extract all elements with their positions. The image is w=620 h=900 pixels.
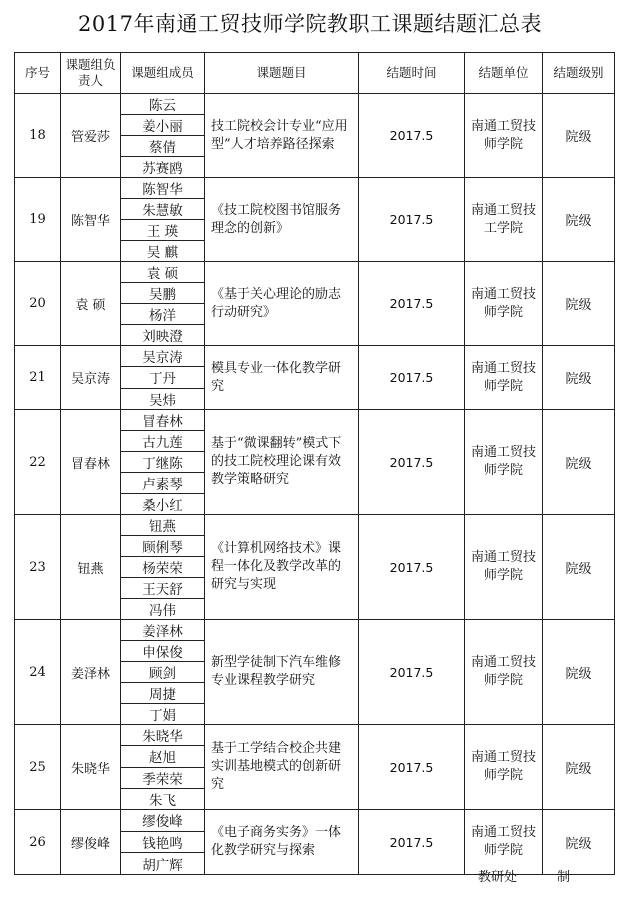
cell-topic: 基于“微课翻转”模式下的技工院校理论课有效教学策略研究 — [205, 410, 359, 515]
member-list — [121, 725, 204, 809]
member-name: 季荣荣 — [121, 768, 204, 789]
cell-leader: 朱晓华 — [61, 725, 121, 810]
cell-members — [121, 262, 205, 346]
cell-seq: 19 — [15, 178, 61, 262]
member-name: 王 瑛 — [121, 220, 204, 241]
member-name: 顾俐琴 — [121, 536, 204, 557]
cell-seq: 24 — [15, 620, 61, 725]
header-leader: 课题组负责人 — [61, 53, 121, 94]
cell-unit: 南通工贸技师学院 — [465, 94, 543, 178]
header-seq: 序号 — [15, 53, 61, 94]
cell-date: 2017.5 — [359, 515, 465, 620]
cell-topic: 新型学徒制下汽车维修专业课程教学研究 — [205, 620, 359, 725]
cell-members — [121, 94, 205, 178]
cell-seq: 23 — [15, 515, 61, 620]
member-name: 吴鹏 — [121, 283, 204, 304]
member-name: 姜小丽 — [121, 115, 204, 136]
cell-level: 院级 — [543, 725, 615, 810]
cell-topic: 技工院校会计专业“应用型”人才培养路径探索 — [205, 94, 359, 178]
table-row — [15, 725, 615, 810]
cell-unit: 南通工贸技工学院 — [465, 178, 543, 262]
member-name: 朱慧敏 — [121, 199, 204, 220]
cell-level: 院级 — [543, 178, 615, 262]
cell-topic: 《电子商务实务》一体化教学研究与探索 — [205, 810, 359, 875]
table-body — [15, 94, 615, 875]
cell-date: 2017.5 — [359, 810, 465, 875]
cell-date: 2017.5 — [359, 620, 465, 725]
member-name: 朱晓华 — [121, 725, 204, 746]
cell-leader: 钮燕 — [61, 515, 121, 620]
member-name: 吴京涛 — [121, 346, 204, 367]
footer — [478, 866, 570, 885]
member-name: 刘映澄 — [142, 329, 183, 345]
cell-unit: 南通工贸技师学院 — [465, 620, 543, 725]
member-name: 陈云 — [121, 94, 204, 115]
cell-seq: 26 — [15, 810, 61, 875]
cell-level: 院级 — [543, 515, 615, 620]
member-name: 吴炜 — [149, 392, 176, 409]
cell-topic: 《基于关心理论的励志行动研究》 — [205, 262, 359, 346]
member-name: 姜泽林 — [121, 620, 204, 641]
cell-date: 2017.5 — [359, 346, 465, 410]
cell-members — [121, 725, 205, 810]
member-name: 钱艳鸣 — [121, 832, 204, 854]
cell-leader: 冒春林 — [61, 410, 121, 515]
member-name: 袁 硕 — [121, 262, 204, 283]
header-date: 结题时间 — [359, 53, 465, 94]
member-name: 胡广辉 — [142, 857, 183, 874]
cell-leader: 缪俊峰 — [61, 810, 121, 875]
member-name: 丁继陈 — [121, 452, 204, 473]
cell-topic: 《计算机网络技术》课程一体化及教学改革的研究与实现 — [205, 515, 359, 620]
cell-unit: 南通工贸技师学院 — [465, 515, 543, 620]
member-name: 朱飞 — [149, 792, 176, 809]
table-row — [15, 346, 615, 410]
member-list — [121, 262, 204, 345]
member-name: 丁娟 — [149, 708, 176, 724]
cell-date: 2017.5 — [359, 262, 465, 346]
member-list — [121, 515, 204, 619]
cell-unit: 南通工贸技师学院 — [465, 262, 543, 346]
member-name: 杨荣荣 — [121, 557, 204, 578]
cell-topic: 模具专业一体化教学研究 — [205, 346, 359, 410]
cell-level: 院级 — [543, 262, 615, 346]
summary-table — [14, 52, 615, 875]
cell-level: 院级 — [543, 346, 615, 410]
cell-seq: 18 — [15, 94, 61, 178]
page-title: 2017年南通工贸技师学院教职工课题结题汇总表 — [78, 12, 542, 36]
footer-made: 制 — [557, 870, 571, 885]
member-name: 申保俊 — [121, 641, 204, 662]
cell-date: 2017.5 — [359, 178, 465, 262]
member-name: 吴 麒 — [146, 245, 179, 261]
member-name: 陈智华 — [121, 178, 204, 199]
cell-members — [121, 515, 205, 620]
member-name: 冒春林 — [121, 410, 204, 431]
member-name: 周捷 — [121, 683, 204, 704]
member-list — [121, 410, 204, 514]
cell-unit: 南通工贸技师学院 — [465, 410, 543, 515]
member-name: 苏赛鸥 — [142, 161, 183, 177]
cell-level: 院级 — [543, 620, 615, 725]
member-name: 赵旭 — [121, 746, 204, 767]
member-name: 王天舒 — [121, 578, 204, 599]
cell-members — [121, 346, 205, 410]
cell-members — [121, 810, 205, 875]
cell-unit: 南通工贸技师学院 — [465, 346, 543, 410]
member-list — [121, 346, 204, 409]
member-name: 古九莲 — [121, 431, 204, 452]
cell-level: 院级 — [543, 94, 615, 178]
cell-level: 院级 — [543, 410, 615, 515]
member-name: 丁丹 — [121, 367, 204, 388]
member-list — [121, 178, 204, 261]
cell-topic: 《技工院校图书馆服务理念的创新》 — [205, 178, 359, 262]
cell-leader: 陈智华 — [61, 178, 121, 262]
member-name: 蔡倩 — [121, 136, 204, 157]
table-row — [15, 620, 615, 725]
header-topic: 课题题目 — [205, 53, 359, 94]
cell-seq: 21 — [15, 346, 61, 410]
member-list — [121, 620, 204, 724]
member-list — [121, 810, 204, 874]
table-row — [15, 810, 615, 875]
cell-seq: 22 — [15, 410, 61, 515]
cell-leader: 姜泽林 — [61, 620, 121, 725]
header-unit: 结题单位 — [465, 53, 543, 94]
table-row — [15, 262, 615, 346]
cell-date: 2017.5 — [359, 410, 465, 515]
cell-unit: 南通工贸技师学院 — [465, 725, 543, 810]
cell-leader: 管爱莎 — [61, 94, 121, 178]
member-name: 钮燕 — [121, 515, 204, 536]
table-row — [15, 94, 615, 178]
cell-leader: 吴京涛 — [61, 346, 121, 410]
cell-topic: 基于工学结合校企共建实训基地模式的创新研究 — [205, 725, 359, 810]
member-name: 桑小红 — [142, 498, 183, 514]
cell-members — [121, 410, 205, 515]
cell-unit: 南通工贸技师学院 — [465, 810, 543, 875]
member-name: 冯伟 — [149, 603, 176, 619]
footer-dept: 教研处 — [478, 870, 518, 885]
cell-members — [121, 620, 205, 725]
member-name: 杨洋 — [121, 304, 204, 325]
table-row — [15, 515, 615, 620]
member-name: 卢素琴 — [121, 473, 204, 494]
cell-seq: 25 — [15, 725, 61, 810]
cell-level: 院级 — [543, 810, 615, 875]
member-list — [121, 94, 204, 177]
member-name: 缪俊峰 — [121, 810, 204, 832]
header-members: 课题组成员 — [121, 53, 205, 94]
table-row — [15, 410, 615, 515]
cell-date: 2017.5 — [359, 725, 465, 810]
cell-seq: 20 — [15, 262, 61, 346]
member-name: 顾剑 — [121, 662, 204, 683]
header-level: 结题级别 — [543, 53, 615, 94]
cell-leader: 袁 硕 — [61, 262, 121, 346]
cell-date: 2017.5 — [359, 94, 465, 178]
table-row — [15, 178, 615, 262]
cell-members — [121, 178, 205, 262]
header-row — [15, 53, 615, 94]
